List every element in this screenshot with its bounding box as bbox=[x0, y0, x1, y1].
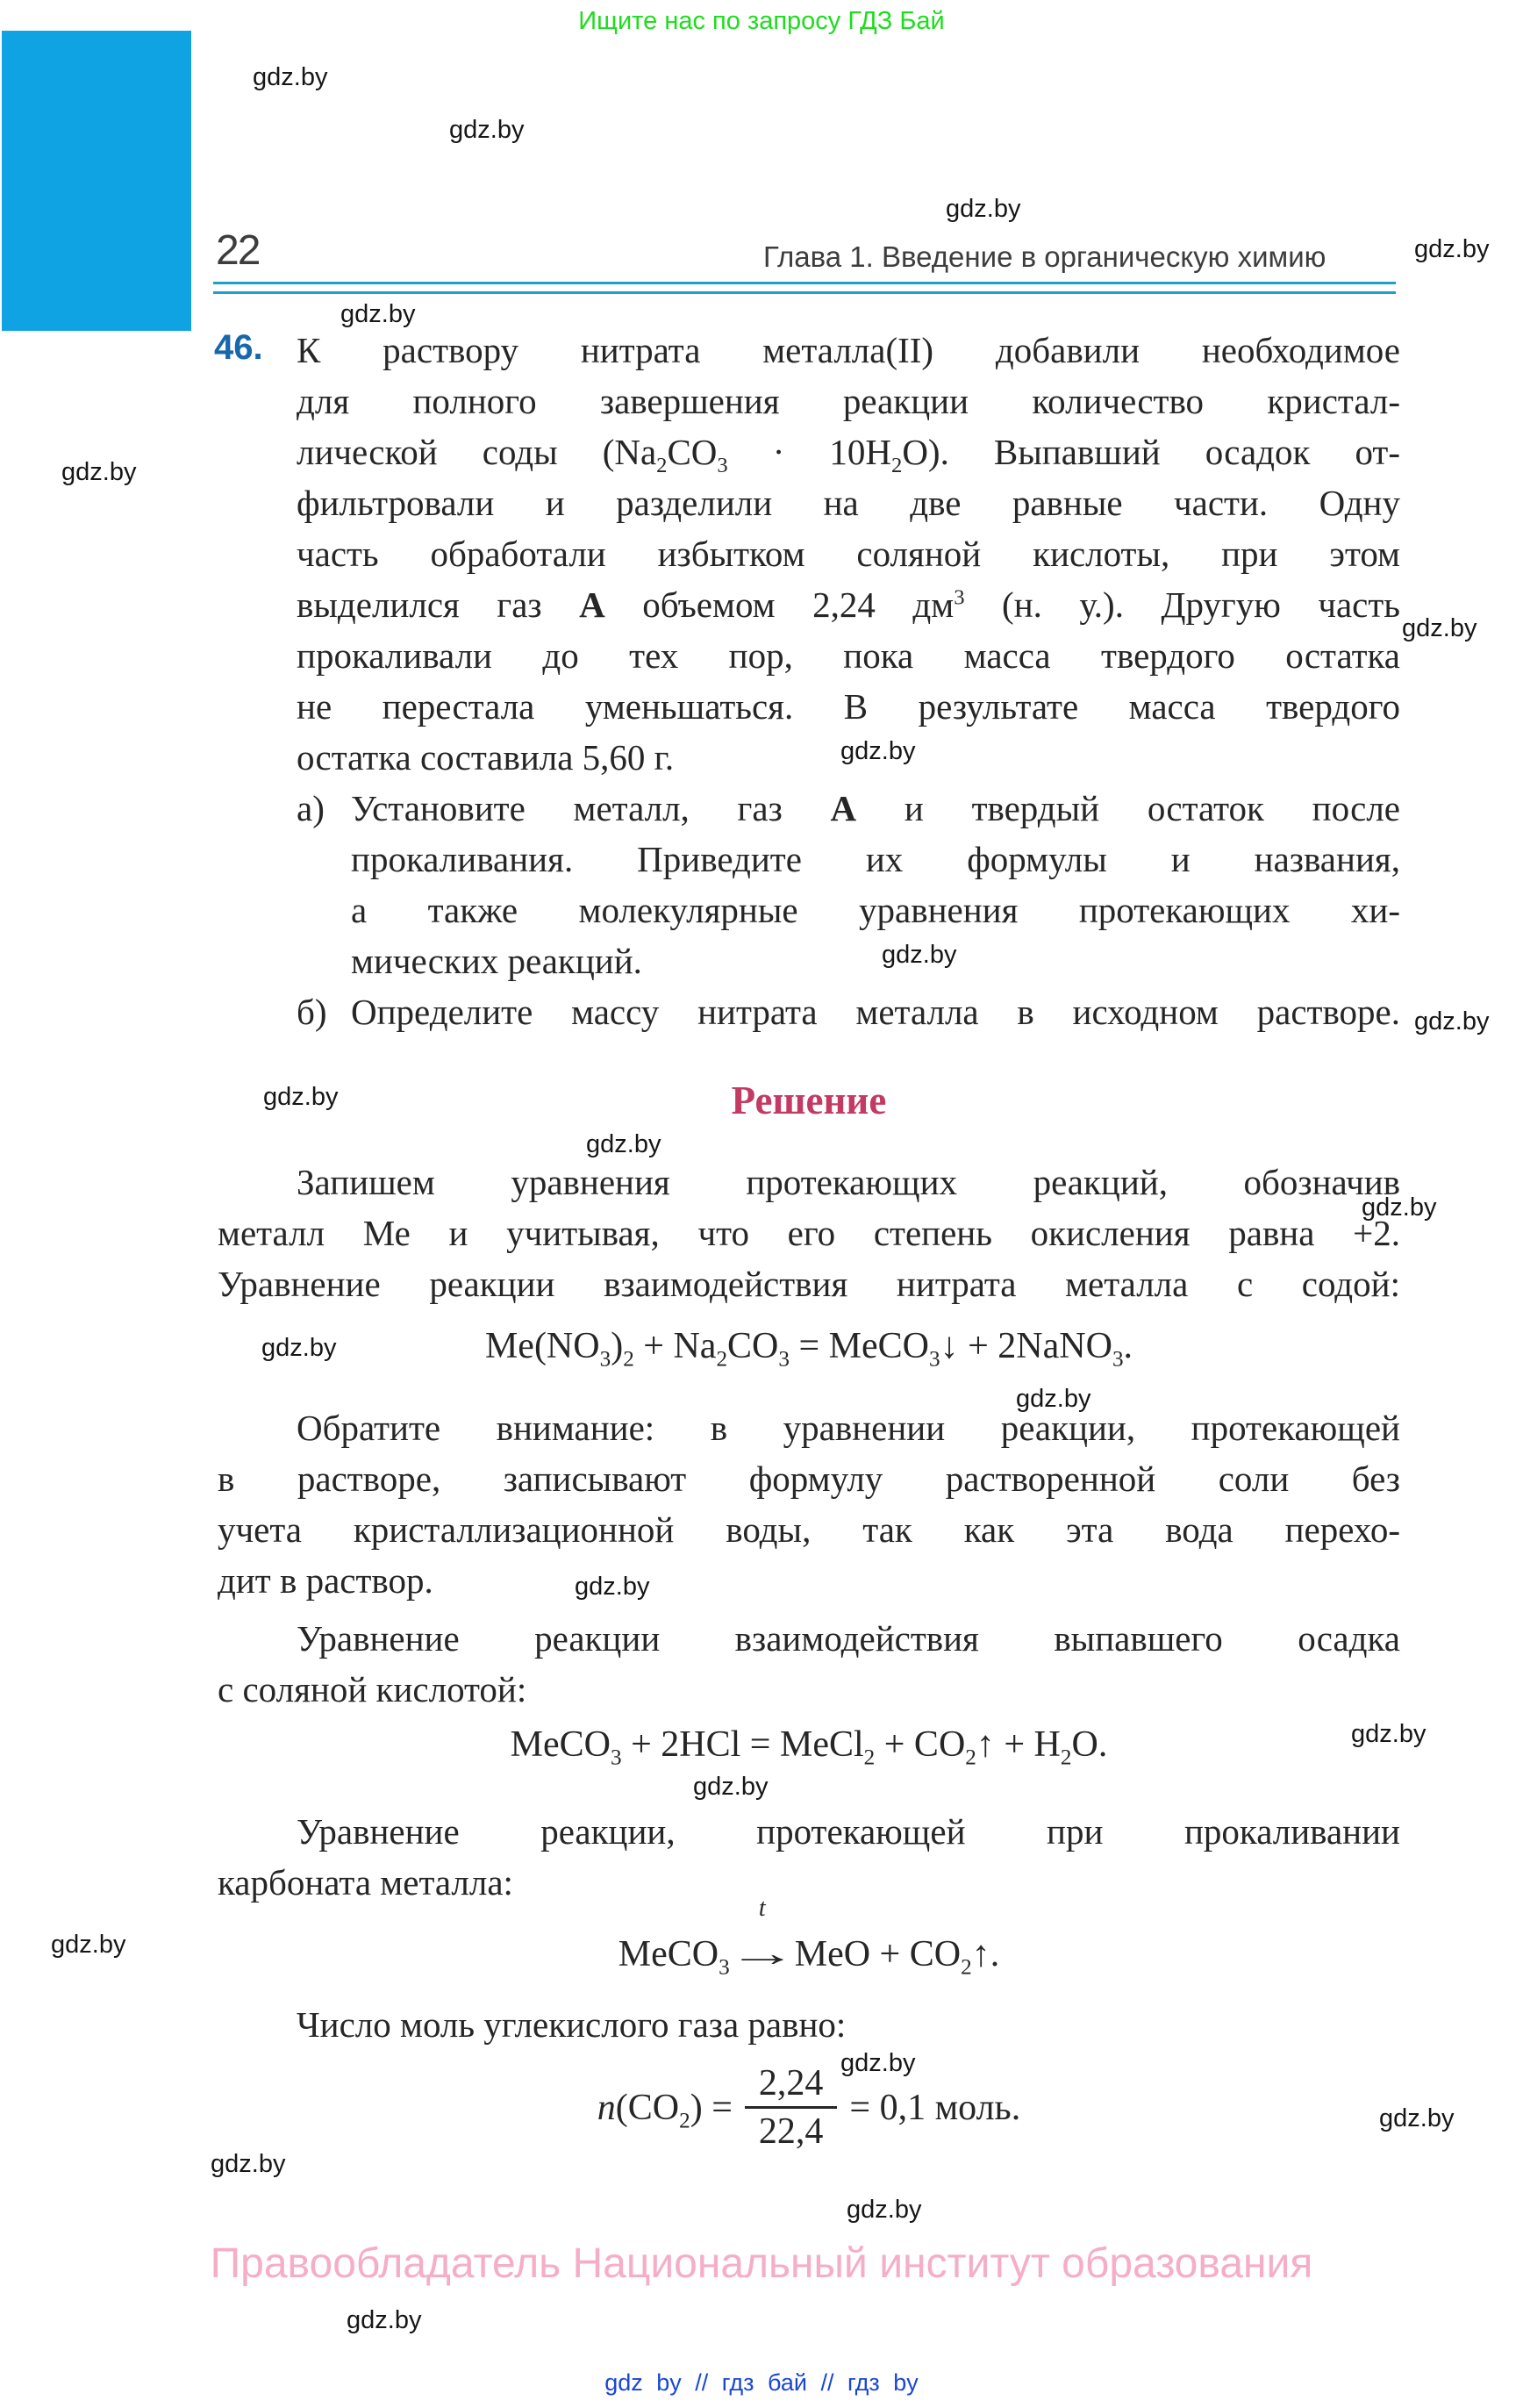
gdz-watermark: gdz.by bbox=[1414, 235, 1490, 263]
equation-lhs: MeCO$_3$ bbox=[618, 1934, 730, 1980]
gdz-watermark: gdz.by bbox=[261, 1334, 337, 1362]
gdz-watermark: gdz.by bbox=[840, 2049, 916, 2077]
gdz-watermark: gdz.by bbox=[211, 2150, 286, 2178]
solution-line: дит в раствор. bbox=[218, 1560, 433, 1601]
solution-paragraph-1 bbox=[218, 1157, 1400, 1309]
problem-line: фильтровали и разделили на две равные части. Одну bbox=[297, 483, 1400, 523]
problem-line: для полного завершения реакции количество кристал- bbox=[297, 381, 1400, 421]
fraction-numerator: 2,24 bbox=[745, 2060, 838, 2109]
solution-paragraph-3 bbox=[218, 1613, 1400, 1715]
solution-line: Запишем уравнения протекающих реакций, обозначив bbox=[297, 1162, 1400, 1202]
item-b-marker: б) bbox=[297, 992, 327, 1032]
equation-decomposition bbox=[218, 1895, 1400, 1982]
gdz-watermark: gdz.by bbox=[946, 195, 1021, 223]
gdz-watermark: gdz.by bbox=[449, 116, 525, 144]
gdz-watermark: gdz.by bbox=[586, 1130, 661, 1158]
blue-margin-rectangle bbox=[2, 31, 191, 331]
page-number: 22 bbox=[216, 227, 260, 274]
gdz-watermark: gdz.by bbox=[1414, 1007, 1490, 1036]
item-a-line: Установите металл, газ А и твердый остаток после bbox=[351, 788, 1401, 828]
solution-line: учета кристаллизационной воды, так как эта вода перехо- bbox=[218, 1509, 1400, 1550]
solution-line: Уравнение реакции, протекающей при прокаливании bbox=[297, 1811, 1400, 1852]
gdz-watermark: gdz.by bbox=[882, 941, 957, 969]
equation-nitrate-soda: $Me(NO_3)_2 + Na_2CO_3$ = MeCO$_3$↓ + 2NaNO$_3$. bbox=[484, 1326, 1133, 1372]
item-a-line: прокаливания. Приведите их формулы и названия, bbox=[351, 839, 1400, 879]
solution-line: Уравнение реакции взаимодействия выпавшего осадка bbox=[297, 1618, 1400, 1659]
solution-line: металл Ме и учитывая, что его степень окисления равна +2. bbox=[218, 1213, 1400, 1253]
gdz-watermark: gdz.by bbox=[51, 1931, 126, 1959]
gdz-watermark: gdz.by bbox=[340, 300, 416, 328]
solution-line: Число моль углекислого газа равно: bbox=[297, 2004, 847, 2045]
problem-line: К раствору нитрата металла(II) добавили необходимое bbox=[297, 330, 1400, 370]
gdz-watermark: gdz.by bbox=[693, 1773, 769, 1801]
equation-carbonate-hcl: MeCO$_3$ + 2HCl = MeCl$_2$ + $CO_2↑ + H_2O$. bbox=[510, 1724, 1108, 1770]
gdz-watermark: gdz.by bbox=[263, 1083, 339, 1111]
header-rule-bottom bbox=[213, 291, 1396, 294]
problem-line: остатка составила 5,60 г. bbox=[297, 737, 675, 778]
solution-line: Обратите внимание: в уравнении реакции, протекающей bbox=[297, 1408, 1400, 1448]
gdz-watermark: gdz.by bbox=[1402, 614, 1477, 642]
solution-paragraph-5 bbox=[218, 1999, 1400, 2050]
problem-line: прокаливали до тех пор, пока масса твердого остатка bbox=[297, 635, 1400, 676]
gdz-watermark: gdz.by bbox=[1351, 1720, 1426, 1748]
fraction bbox=[745, 2060, 838, 2154]
equation-moles bbox=[218, 2060, 1400, 2154]
gdz-watermark: gdz.by bbox=[840, 737, 916, 765]
problem-text bbox=[297, 325, 1400, 1037]
gdz-watermark: gdz.by bbox=[1016, 1385, 1091, 1413]
fraction-denominator: 22,4 bbox=[758, 2111, 824, 2152]
solution-line: Уравнение реакции взаимодействия нитрата металла с содой: bbox=[218, 1264, 1400, 1304]
footer-links[interactable]: gdz by // гдз бай // гдз by bbox=[604, 2369, 919, 2396]
item-a-line: мических реакций. bbox=[351, 941, 642, 981]
item-a-marker: а) bbox=[297, 788, 325, 828]
problem-item-a bbox=[297, 783, 1400, 986]
equation-rhs: MeO + $CO_2↑$. bbox=[794, 1934, 1000, 1980]
header-rule-top bbox=[213, 282, 1396, 284]
reaction-arrow-icon: t → bbox=[726, 1895, 797, 1974]
item-a-line: а также молекулярные уравнения протекающих хи- bbox=[351, 890, 1400, 930]
problem-line: выделился газ А объемом 2,24 $дм^3$ (н. у.). Другую часть bbox=[297, 584, 1400, 625]
gdz-watermark: gdz.by bbox=[1362, 1193, 1437, 1222]
chapter-header: Глава 1. Введение в органическую химию bbox=[763, 240, 1326, 273]
solution-paragraph-4 bbox=[218, 1806, 1400, 1908]
solution-heading: Решение bbox=[731, 1079, 887, 1122]
solution-line: с соляной кислотой: bbox=[218, 1669, 527, 1709]
solution-paragraph-2 bbox=[218, 1402, 1400, 1606]
moles-lhs: $n(CO_2)$ = bbox=[597, 2087, 733, 2132]
problem-line: лической соды $(Na_2CO_3 \cdot 10H_2O)$. Выпавший осадок от- bbox=[297, 432, 1400, 478]
gdz-watermark: gdz.by bbox=[847, 2196, 922, 2224]
top-banner: Ищите нас по запросу ГДЗ Бай bbox=[578, 7, 945, 35]
problem-item-b bbox=[297, 986, 1400, 1037]
gdz-watermark: gdz.by bbox=[575, 1573, 650, 1601]
problem-number: 46. bbox=[214, 328, 263, 367]
solution-line: карбоната металла: bbox=[218, 1862, 513, 1903]
temperature-label: t bbox=[758, 1895, 766, 1922]
item-b-line: Определите массу нитрата металла в исходном растворе. bbox=[351, 992, 1400, 1032]
gdz-watermark: gdz.by bbox=[347, 2306, 422, 2334]
solution-line: в растворе, записывают формулу растворенной соли без bbox=[218, 1458, 1400, 1499]
moles-rhs: = 0,1 моль. bbox=[849, 2087, 1021, 2128]
problem-line: часть обработали избытком соляной кислоты, при этом bbox=[297, 534, 1400, 574]
gdz-watermark: gdz.by bbox=[1379, 2104, 1455, 2132]
problem-line: не перестала уменьшаться. В результате масса твердого bbox=[297, 686, 1400, 727]
gdz-watermark: gdz.by bbox=[253, 63, 328, 91]
gdz-watermark: gdz.by bbox=[61, 458, 137, 486]
copyright-footer: Правообладатель Национальный институт образования bbox=[210, 2240, 1313, 2287]
